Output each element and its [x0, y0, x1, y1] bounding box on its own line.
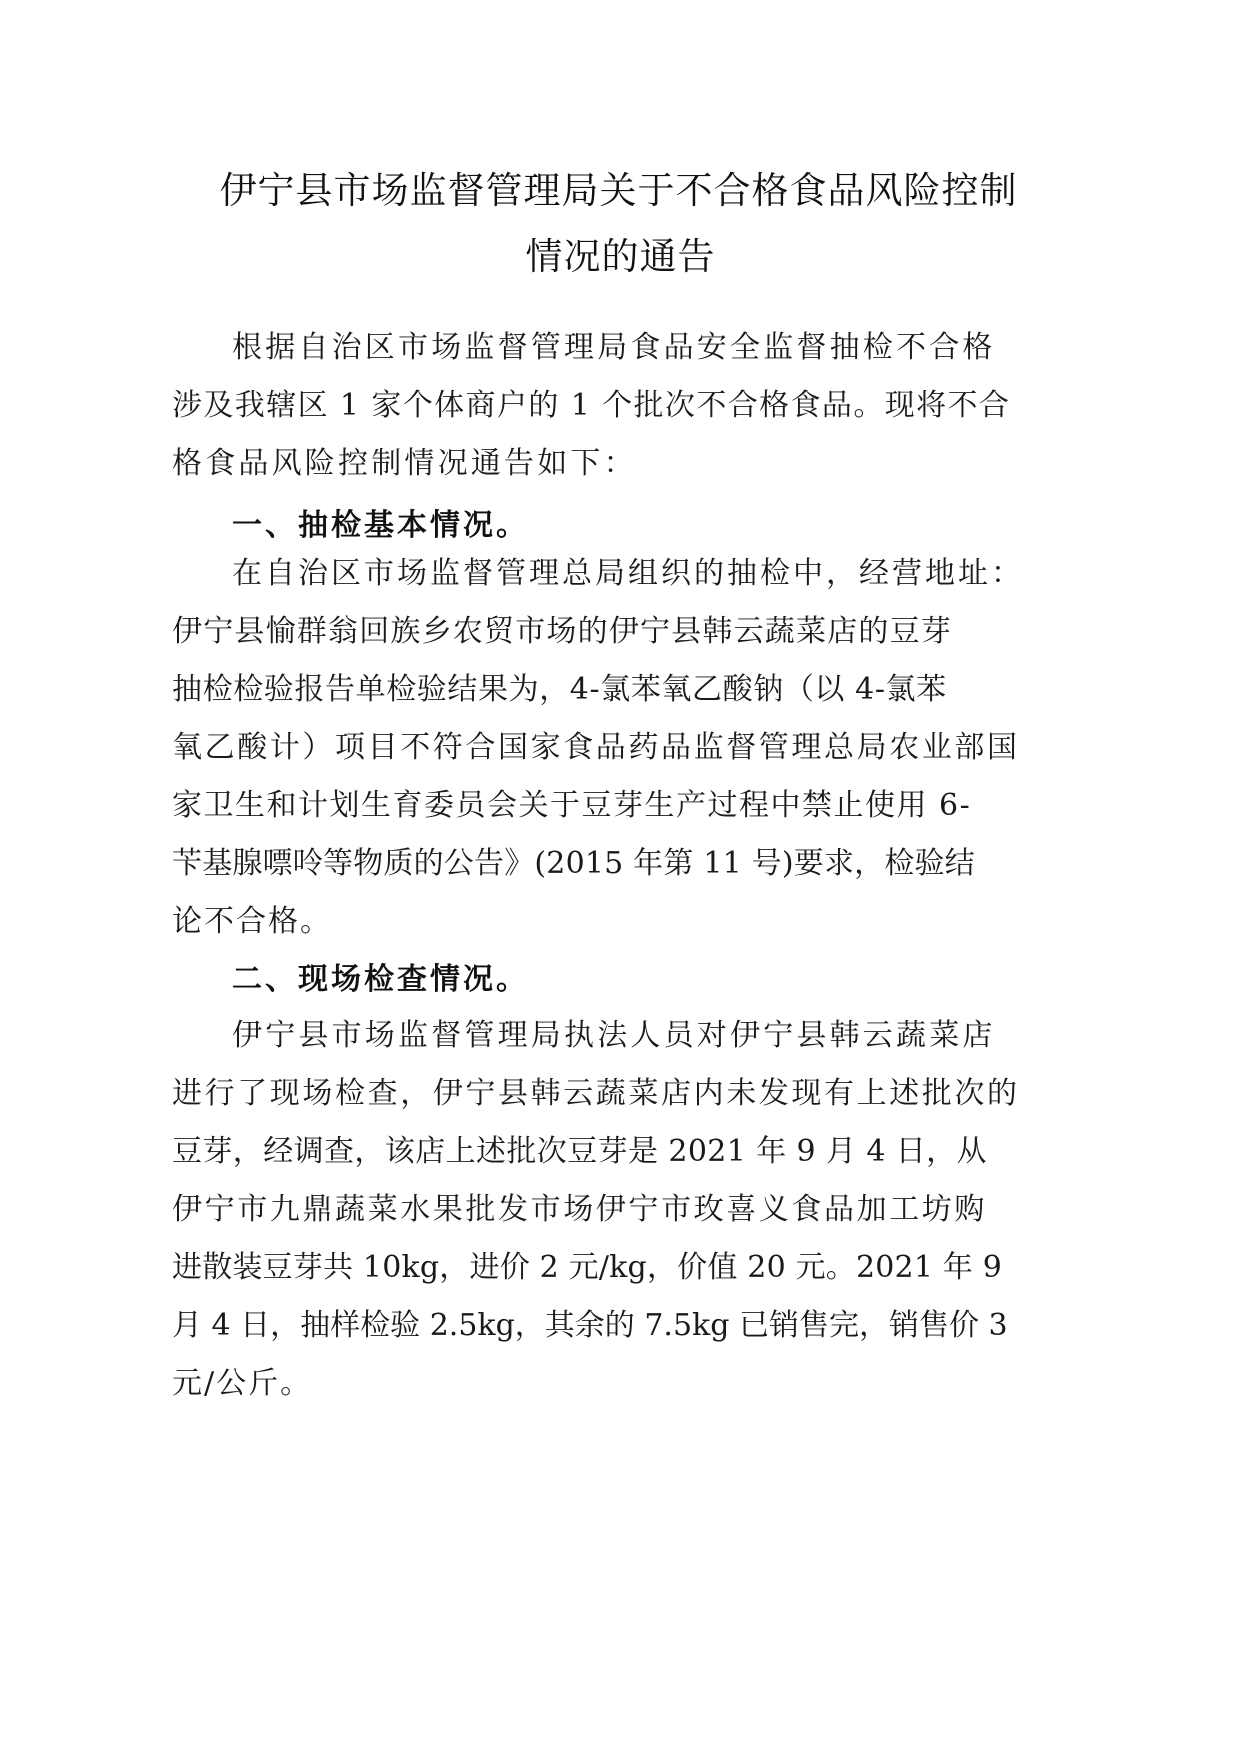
section-2-line-1: 伊宁县市场监督管理局执法人员对伊宁县韩云蔬菜店	[232, 1018, 996, 1053]
section-1-line-6: 苄基腺嘌呤等物质的公告》(2015 年第 11 号)要求，检验结	[172, 846, 975, 881]
section-1-line-7: 论不合格。	[172, 904, 332, 939]
intro-line-1: 根据自治区市场监督管理局食品安全监督抽检不合格	[232, 330, 996, 365]
section-2-line-4: 伊宁市九鼎蔬菜水果批发市场伊宁市玫喜义食品加工坊购	[172, 1192, 987, 1227]
intro-line-2: 涉及我辖区 1 家个体商户的 1 个批次不合格食品。现将不合	[172, 388, 1011, 423]
section-1-heading: 一、抽检基本情况。	[232, 508, 529, 543]
section-2-line-3: 豆芽，经调查，该店上述批次豆芽是 2021 年 9 月 4 日，从	[172, 1134, 987, 1169]
section-2-line-7: 元/公斤。	[172, 1366, 313, 1401]
section-1-line-4: 氧乙酸计）项目不符合国家食品药品监督管理总局农业部国	[172, 730, 1020, 765]
section-1-line-3: 抽检检验报告单检验结果为，4-氯苯氧乙酸钠（以 4-氯苯	[172, 672, 947, 707]
section-2-line-6: 月 4 日，抽样检验 2.5kg，其余的 7.5kg 已销售完，销售价 3	[172, 1308, 1008, 1343]
section-1-line-2: 伊宁县愉群翁回族乡农贸市场的伊宁县韩云蔬菜店的豆芽	[172, 614, 952, 649]
intro-line-3: 格食品风险控制情况通告如下：	[172, 446, 637, 481]
section-1-line-1: 在自治区市场监督管理总局组织的抽检中，经营地址：	[232, 556, 1024, 591]
section-2-line-2: 进行了现场检查，伊宁县韩云蔬菜店内未发现有上述批次的	[172, 1076, 1020, 1111]
section-2-line-5: 进散装豆芽共 10kg，进价 2 元/kg，价值 20 元。2021 年 9	[172, 1250, 1003, 1285]
section-2-heading: 二、现场检查情况。	[232, 962, 529, 997]
section-1-line-5: 家卫生和计划生育委员会关于豆芽生产过程中禁止使用 6-	[172, 788, 972, 823]
document-title-line-1: 伊宁县市场监督管理局关于不合格食品风险控制	[219, 169, 1018, 212]
document-title-line-2: 情况的通告	[525, 235, 716, 278]
